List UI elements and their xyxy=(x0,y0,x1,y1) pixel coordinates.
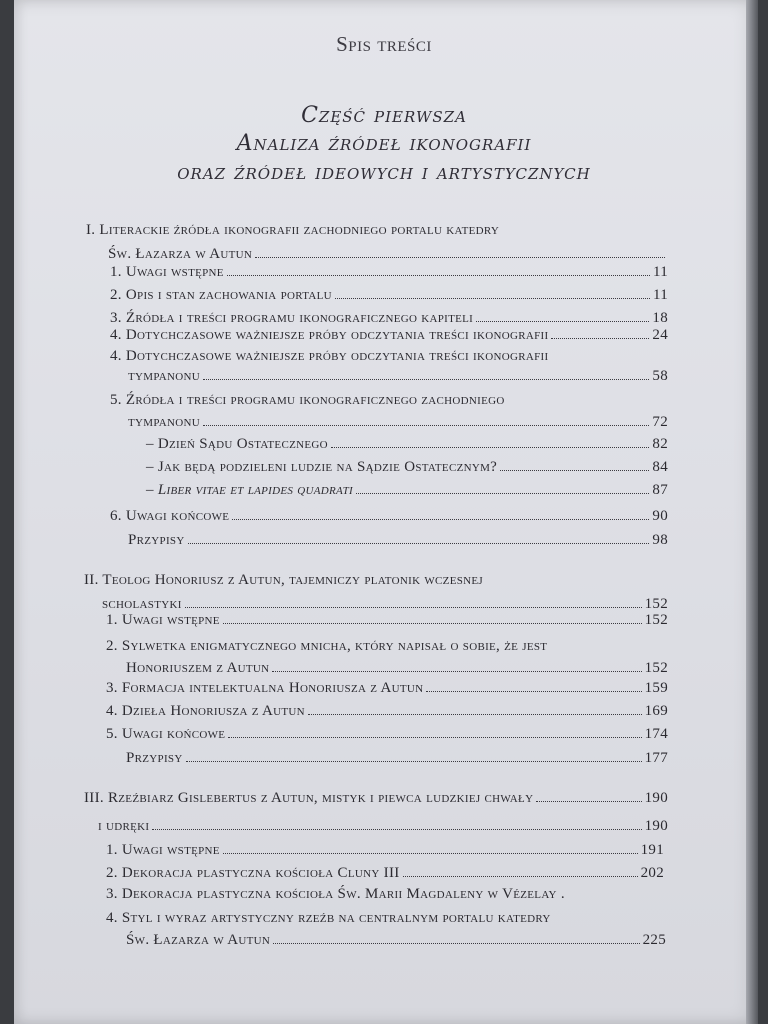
toc-entry-cont[interactable]: tympanonu 72 xyxy=(128,414,668,430)
toc-entry[interactable]: Przypisy 98 xyxy=(128,532,668,548)
toc-subentry[interactable]: – Jak będą podzieleni ludzie na Sądzie Ostatecznym? 84 xyxy=(146,459,668,475)
toc-entry[interactable]: 1. Uwagi wstępne 152 xyxy=(106,612,668,628)
page-title: Spis treści xyxy=(336,32,432,56)
chapter-2-heading: II. Teolog Honoriusz z Autun, tajemniczy platonik wczesnej xyxy=(84,572,483,588)
toc-entry-label: 4. Styl i wyraz artystyczny rzeźb na centralnym portalu katedry xyxy=(106,910,551,926)
chapter-1-heading: I. Literackie źródła ikonografii zachodniego portalu katedry xyxy=(86,222,500,238)
toc-subentry[interactable]: – Dzień Sądu Ostatecznego 82 xyxy=(146,436,668,452)
toc-entry[interactable]: 6. Uwagi końcowe 90 xyxy=(110,508,668,524)
toc-entry[interactable]: 3. Źródła i treści programu ikonograficznego kapiteli 18 xyxy=(110,310,668,326)
toc-entry-label: 5. Źródła i treści programu ikonograficznego zachodniego xyxy=(110,392,505,408)
toc-entry[interactable]: 2. Dekoracja plastyczna kościoła Cluny III 202 xyxy=(106,865,664,881)
part-title-line-1: Część pierwsza xyxy=(301,103,467,128)
toc-entry-cont[interactable]: Św. Łazarza w Autun 225 xyxy=(126,932,666,948)
chapter-2-heading-cont[interactable]: scholastyki 152 xyxy=(102,596,668,612)
part-title-line-3: oraz źródeł ideowych i artystycznych xyxy=(177,160,591,185)
toc-entry-label: 3. Dekoracja plastyczna kościoła Św. Marii Magdaleny w Vézelay . xyxy=(106,886,565,902)
toc-entry[interactable]: 5. Uwagi końcowe 174 xyxy=(106,726,668,742)
toc-entry-cont[interactable]: Honoriuszem z Autun 152 xyxy=(126,660,668,676)
toc-entry[interactable]: 1. Uwagi wstępne 11 xyxy=(110,264,668,280)
toc-entry[interactable]: Przypisy 177 xyxy=(126,750,668,766)
toc-entry[interactable]: 4. Dotychczasowe ważniejsze próby odczytania treści ikonografii 24 xyxy=(110,327,668,343)
toc-entry[interactable]: 2. Opis i stan zachowania portalu 11 xyxy=(110,287,668,303)
chapter-1-heading-line2: Św. Łazarza w Autun xyxy=(108,246,253,262)
toc-entry-label: 2. Sylwetka enigmatycznego mnicha, który napisał o sobie, że jest xyxy=(106,638,548,654)
chapter-3-heading[interactable]: III. Rzeźbiarz Gislebertus z Autun, mistyk i piewca ludzkiej chwały 190 xyxy=(84,790,668,806)
toc-entry-label: 4. Dotychczasowe ważniejsze próby odczytania treści ikonografii xyxy=(110,348,549,364)
chapter-3-heading-cont[interactable]: i udręki 190 xyxy=(98,818,668,834)
toc-entry[interactable]: 1. Uwagi wstępne 191 xyxy=(106,842,664,858)
toc-subentry[interactable]: – Liber vitae et lapides quadrati 87 xyxy=(146,482,668,498)
toc-entry-cont[interactable]: tympanonu 58 xyxy=(128,368,668,384)
toc-entry[interactable]: 3. Formacja intelektualna Honoriusza z Autun 159 xyxy=(106,680,668,696)
toc-entry[interactable]: 4. Dzieła Honoriusza z Autun 169 xyxy=(106,703,668,719)
part-title-line-2: Analiza źródeł ikonografii xyxy=(236,131,532,156)
chapter-1-heading-cont xyxy=(108,246,668,263)
